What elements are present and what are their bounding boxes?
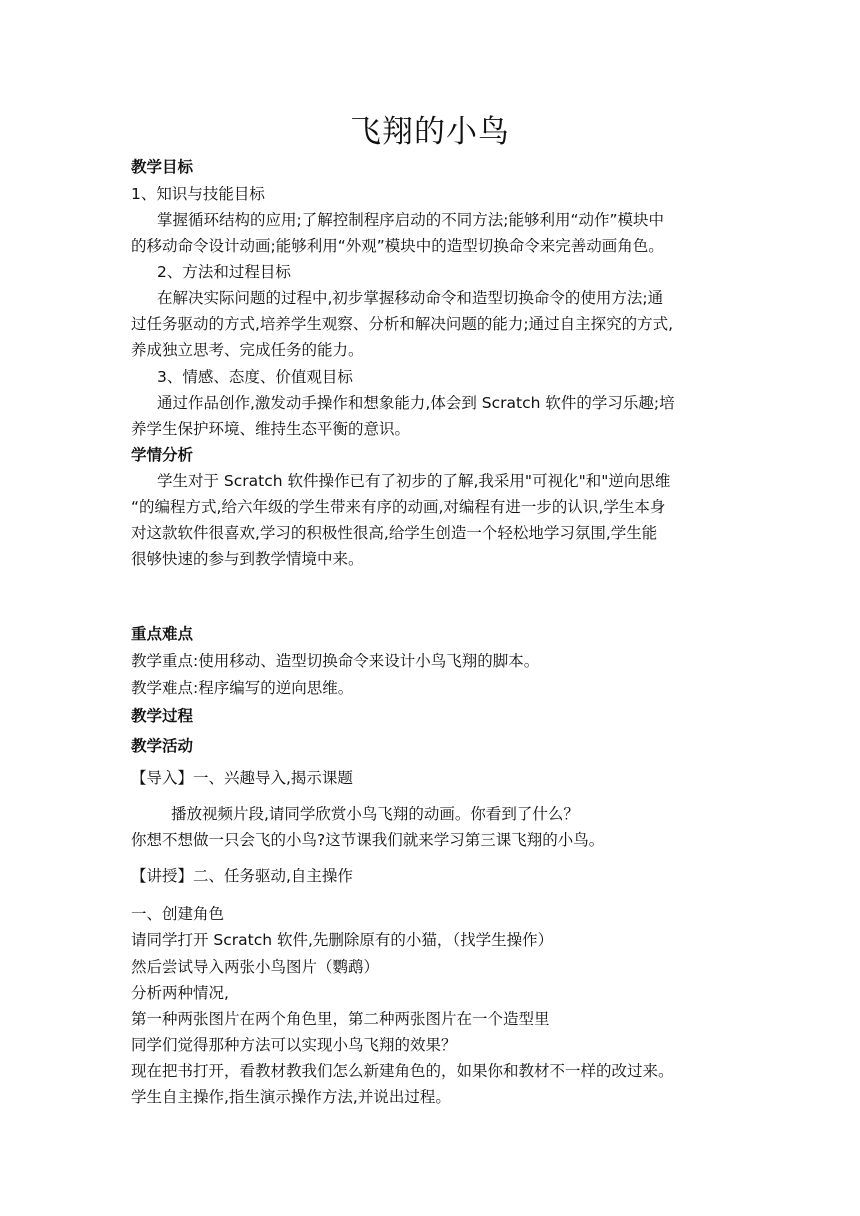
subsection-create-character: 一、创建角色 (131, 905, 225, 923)
paragraph-line: 播放视频片段,请同学欣赏小鸟飞翔的动画。你看到了什么？ (171, 805, 579, 823)
document-title: 飞翔的小鸟 (350, 114, 510, 150)
paragraph-line: 学生对于 Scratch 软件操作已有了初步的了解,我采用"可视化"和"逆向思维 (157, 472, 671, 490)
paragraph-line: 教学重点:使用移动、造型切换命令来设计小鸟飞翔的脚本。 (131, 652, 540, 670)
paragraph-line: 现在把书打开，看教材教我们怎么新建角色的，如果你和教材不一样的改过来。 (131, 1062, 674, 1080)
paragraph-line: 教学难点:程序编写的逆向思维。 (131, 679, 354, 697)
paragraph-line: 养成独立思考、完成任务的能力。 (131, 341, 364, 359)
paragraph-line: 养学生保护环境、维持生态平衡的意识。 (131, 420, 411, 438)
subheading-methods-process: 2、方法和过程目标 (157, 263, 291, 281)
paragraph-line: 在解决实际问题的过程中,初步掌握移动命令和造型切换命令的使用方法;通 (157, 289, 664, 307)
paragraph-line: 对这款软件很喜欢,学习的积极性很高,给学生创造一个轻松地学习氛围,学生能 (131, 524, 658, 542)
paragraph-line: 很够快速的参与到教学情境中来。 (131, 550, 364, 568)
section-teaching-heading: 【讲授】二、任务驱动,自主操作 (131, 867, 353, 885)
paragraph-line: 过任务驱动的方式,培养学生观察、分析和解决问题的能力;通过自主探究的方式, (131, 315, 674, 333)
heading-key-points: 重点难点 (131, 625, 194, 643)
subheading-knowledge-skills: 1、知识与技能目标 (131, 185, 265, 203)
heading-student-analysis: 学情分析 (131, 446, 194, 464)
subheading-emotion-values: 3、情感、态度、价值观目标 (157, 368, 353, 386)
paragraph-line: 分析两种情况, (131, 984, 229, 1002)
paragraph-line: 请同学打开 Scratch 软件,先删除原有的小猫，（找学生操作） (131, 931, 554, 949)
heading-teaching-process: 教学过程 (131, 707, 194, 725)
heading-teaching-goals: 教学目标 (131, 158, 194, 176)
heading-teaching-activity: 教学活动 (131, 737, 194, 755)
paragraph-line: 学生自主操作,指生演示操作方法,并说出过程。 (131, 1088, 451, 1106)
paragraph-line: 掌握循环结构的应用;了解控制程序启动的不同方法;能够利用“动作”模块中 (157, 211, 665, 229)
paragraph-line: 的移动命令设计动画;能够利用“外观”模块中的造型切换命令来完善动画角色。 (131, 237, 664, 255)
section-intro-heading: 【导入】一、兴趣导入,揭示课题 (131, 769, 353, 787)
paragraph-line: 同学们觉得那种方法可以实现小鸟飞翔的效果？ (131, 1036, 457, 1054)
paragraph-line: “的编程方式,给六年级的学生带来有序的动画,对编程有进一步的认识,学生本身 (131, 498, 666, 516)
paragraph-line: 第一种两张图片在两个角色里，第二种两张图片在一个造型里 (131, 1010, 550, 1028)
paragraph-line: 你想不想做一只会飞的小鸟?这节课我们就来学习第三课飞翔的小鸟。 (131, 831, 605, 849)
paragraph-line: 通过作品创作,激发动手操作和想象能力,体会到 Scratch 软件的学习乐趣;培 (157, 394, 675, 412)
paragraph-line: 然后尝试导入两张小鸟图片（鹦鹉） (131, 958, 380, 976)
